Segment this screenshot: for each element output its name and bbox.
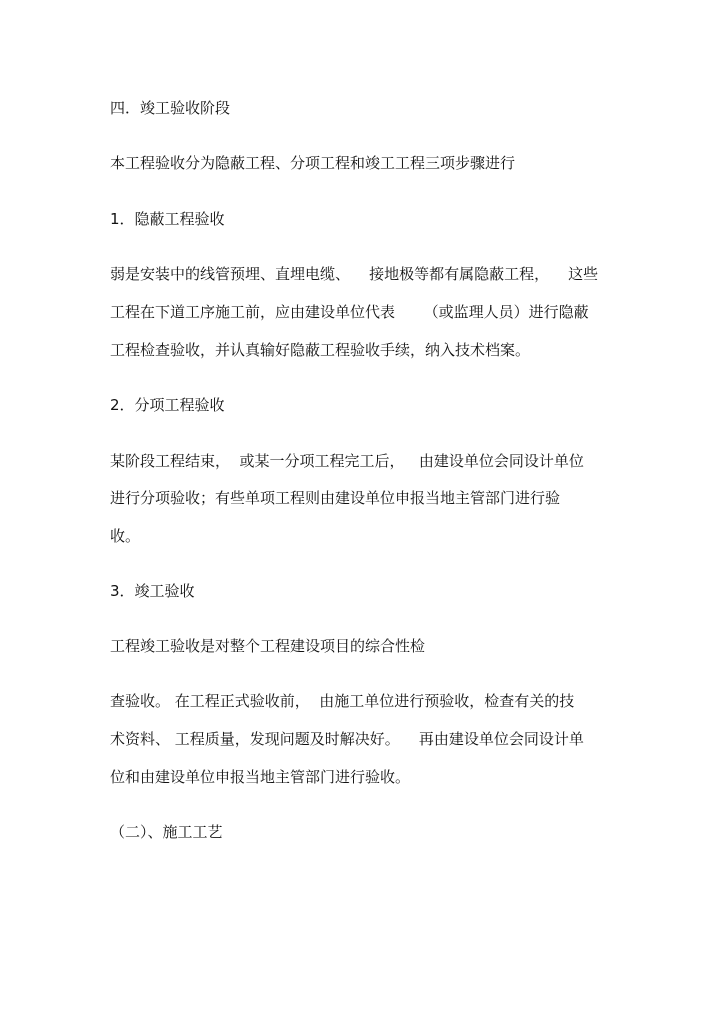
item2-line: 收。 — [110, 527, 141, 545]
item3-line: 术资料、 工程质量，发现问题及时解决好。 再由建设单位会同设计单 — [110, 730, 584, 748]
item3-paragraph: 工程竣工验收是对整个工程建设项目的综合性检 — [110, 637, 426, 655]
item1-line: 工程检查验收，并认真输好隐蔽工程验收手续，纳入技术档案。 — [110, 341, 531, 359]
item3-line: 查验收。 在工程正式验收前， 由施工单位进行预验收，检查有关的技 — [110, 692, 575, 710]
item1-heading: 1．隐蔽工程验收 — [110, 210, 225, 228]
item1-line: 弱是安装中的线管预埋、直埋电缆、 接地极等都有属隐蔽工程， 这些 — [110, 265, 599, 283]
section-heading: 四．竣工验收阶段 — [110, 99, 231, 117]
item3-line: 位和由建设单位申报当地主管部门进行验收。 — [110, 768, 411, 786]
item1-line: 工程在下道工序施工前，应由建设单位代表 （或监理人员）进行隐蔽 — [110, 303, 589, 321]
next-section-heading: （二）、施工工艺 — [110, 823, 223, 841]
item2-line: 某阶段工程结束， 或某一分项工程完工后， 由建设单位会同设计单位 — [110, 452, 584, 470]
item3-heading: 3．竣工验收 — [110, 582, 195, 600]
intro-paragraph: 本工程验收分为隐蔽工程、分项工程和竣工工程三项步骤进行 — [110, 154, 516, 172]
item2-line: 进行分项验收；有些单项工程则由建设单位申报当地主管部门进行验 — [110, 489, 561, 507]
item2-heading: 2．分项工程验收 — [110, 396, 225, 414]
